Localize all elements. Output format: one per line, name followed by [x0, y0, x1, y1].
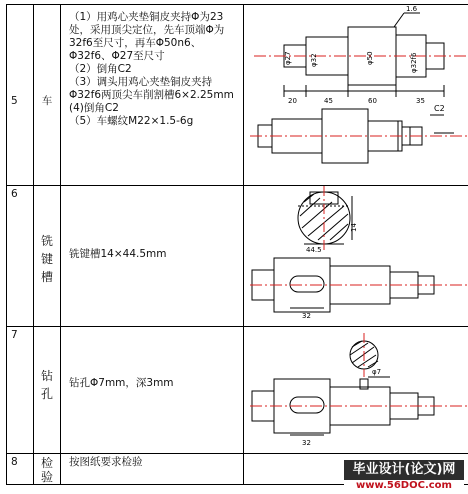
table-row: [7, 186, 468, 327]
operation-name-text: 铣键槽: [40, 234, 53, 284]
operation-name: [34, 186, 61, 327]
dim-len3: 60: [368, 97, 377, 105]
row-number: 5: [7, 5, 34, 186]
operation-name: 车: [34, 5, 61, 186]
watermark-title: 毕业设计(论文)网: [344, 460, 464, 480]
dim-width: 44.5: [306, 246, 322, 254]
operation-content: [61, 5, 244, 186]
site-watermark: [344, 460, 464, 492]
operation-figure: [244, 327, 468, 454]
dim-length: 32: [302, 312, 311, 320]
table-row: [7, 5, 468, 186]
step-1: （1）用鸡心夹垫铜皮夹持Φ为23处，采用顶尖定位，先车顶端Φ为32f6至尺寸，再车Φ50n6、Φ32f6、Φ27至尺寸: [69, 11, 225, 62]
dim-len4: 35: [416, 97, 425, 105]
process-table: [6, 4, 468, 485]
watermark-url: www.56DOC.com: [344, 480, 464, 492]
row-number: 8: [7, 454, 34, 485]
step-3: （3）调头用鸡心夹垫铜皮夹持Φ32f6两顶尖车削割槽6×2.25mm: [69, 76, 234, 101]
step-4: (4)倒角C2: [69, 102, 119, 114]
row-number: 7: [7, 327, 34, 454]
dim-d4: φ32f6: [410, 52, 418, 73]
dim-height: 14: [350, 223, 358, 232]
drilling-drawing: [244, 327, 468, 453]
dim-len2: 45: [324, 97, 333, 105]
operation-content: 铣键槽14×44.5mm: [61, 186, 244, 327]
step-5: （5）车螺纹M22×1.5-6g: [69, 115, 194, 127]
dim-d3: φ50: [366, 51, 374, 65]
operation-name: [34, 454, 61, 485]
operation-content: 按图纸要求检验: [61, 454, 244, 485]
table-row: [7, 327, 468, 454]
shaft-turning-drawing: [244, 5, 468, 185]
operation-figure: [244, 5, 468, 186]
operation-name: [34, 327, 61, 454]
row-number: 6: [7, 186, 34, 327]
roughness-label: 1.6: [406, 5, 418, 13]
operation-figure: [244, 186, 468, 327]
dim-length: 32: [302, 439, 311, 447]
operation-content: 钻孔Φ7mm，深3mm: [61, 327, 244, 454]
dim-d2: φ32: [310, 53, 318, 67]
operation-name-text: 检验: [40, 456, 53, 484]
operation-name-text: 钻孔: [40, 369, 53, 401]
keyway-drawing: [244, 186, 468, 326]
chamfer-label: C2: [434, 104, 445, 113]
dim-d1: φ27: [284, 51, 292, 65]
dim-hole: φ7: [372, 368, 382, 376]
step-2: （2）倒角C2: [69, 63, 132, 75]
dim-len1: 20: [288, 97, 297, 105]
